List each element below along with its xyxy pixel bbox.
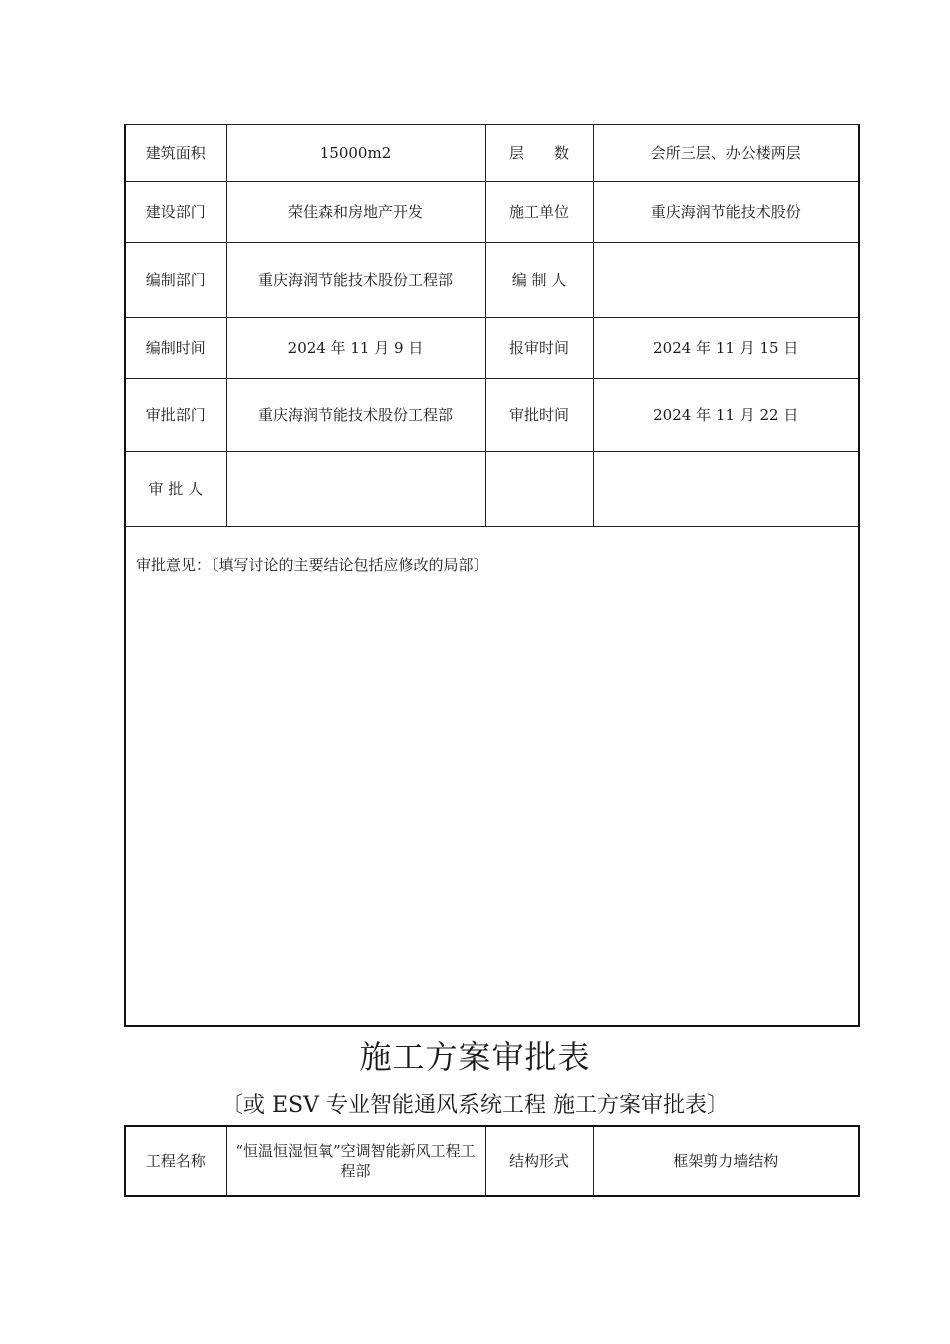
value-building-area: 15000m2 xyxy=(226,125,485,182)
label-compiler: 编 制 人 xyxy=(485,243,593,318)
label-approval-time: 审批时间 xyxy=(485,379,593,452)
page-title: 施工方案审批表 xyxy=(359,1038,591,1076)
label-structure-type: 结构形式 xyxy=(485,1126,593,1196)
value-approval-time: 2024 年 11 月 22 日 xyxy=(593,379,859,452)
value-compile-time: 2024 年 11 月 9 日 xyxy=(226,318,485,379)
value-project-name: “恒温恒湿恒氧”空调智能新风工程工程部 xyxy=(226,1126,485,1196)
label-compiling-dept: 编制部门 xyxy=(125,243,226,318)
value-approver xyxy=(226,452,485,527)
label-empty xyxy=(485,452,593,527)
value-compiler xyxy=(593,243,859,318)
label-floors: 层 数 xyxy=(485,125,593,182)
table-row xyxy=(125,125,859,182)
label-approval-dept: 审批部门 xyxy=(125,379,226,452)
value-floors: 会所三层、办公楼两层 xyxy=(593,125,859,182)
table-row xyxy=(125,452,859,527)
approval-form-lower xyxy=(124,1125,860,1197)
value-contractor: 重庆海润节能技术股份 xyxy=(593,182,859,243)
table-row xyxy=(125,318,859,379)
label-project-name: 工程名称 xyxy=(125,1126,226,1196)
value-approval-dept: 重庆海润节能技术股份工程部 xyxy=(226,379,485,452)
value-construction-dept: 荣佳森和房地产开发 xyxy=(226,182,485,243)
label-compile-time: 编制时间 xyxy=(125,318,226,379)
table-row xyxy=(125,1126,859,1196)
table-row xyxy=(125,182,859,243)
label-contractor: 施工单位 xyxy=(485,182,593,243)
label-building-area: 建筑面积 xyxy=(125,125,226,182)
label-approver: 审 批 人 xyxy=(125,452,226,527)
value-structure-type: 框架剪力墙结构 xyxy=(593,1126,859,1196)
table-row xyxy=(125,527,859,1026)
table-row xyxy=(125,243,859,318)
approval-form-upper xyxy=(124,124,860,1027)
table-row xyxy=(125,379,859,452)
label-construction-dept: 建设部门 xyxy=(125,182,226,243)
label-submit-time: 报审时间 xyxy=(485,318,593,379)
value-compiling-dept: 重庆海润节能技术股份工程部 xyxy=(226,243,485,318)
value-empty xyxy=(593,452,859,527)
page-subtitle: 〔或 ESV 专业智能通风系统工程 施工方案审批表〕 xyxy=(221,1093,729,1118)
value-submit-time: 2024 年 11 月 15 日 xyxy=(593,318,859,379)
approval-opinion: 审批意见：〔填写讨论的主要结论包括应修改的局部〕 xyxy=(125,527,859,1026)
